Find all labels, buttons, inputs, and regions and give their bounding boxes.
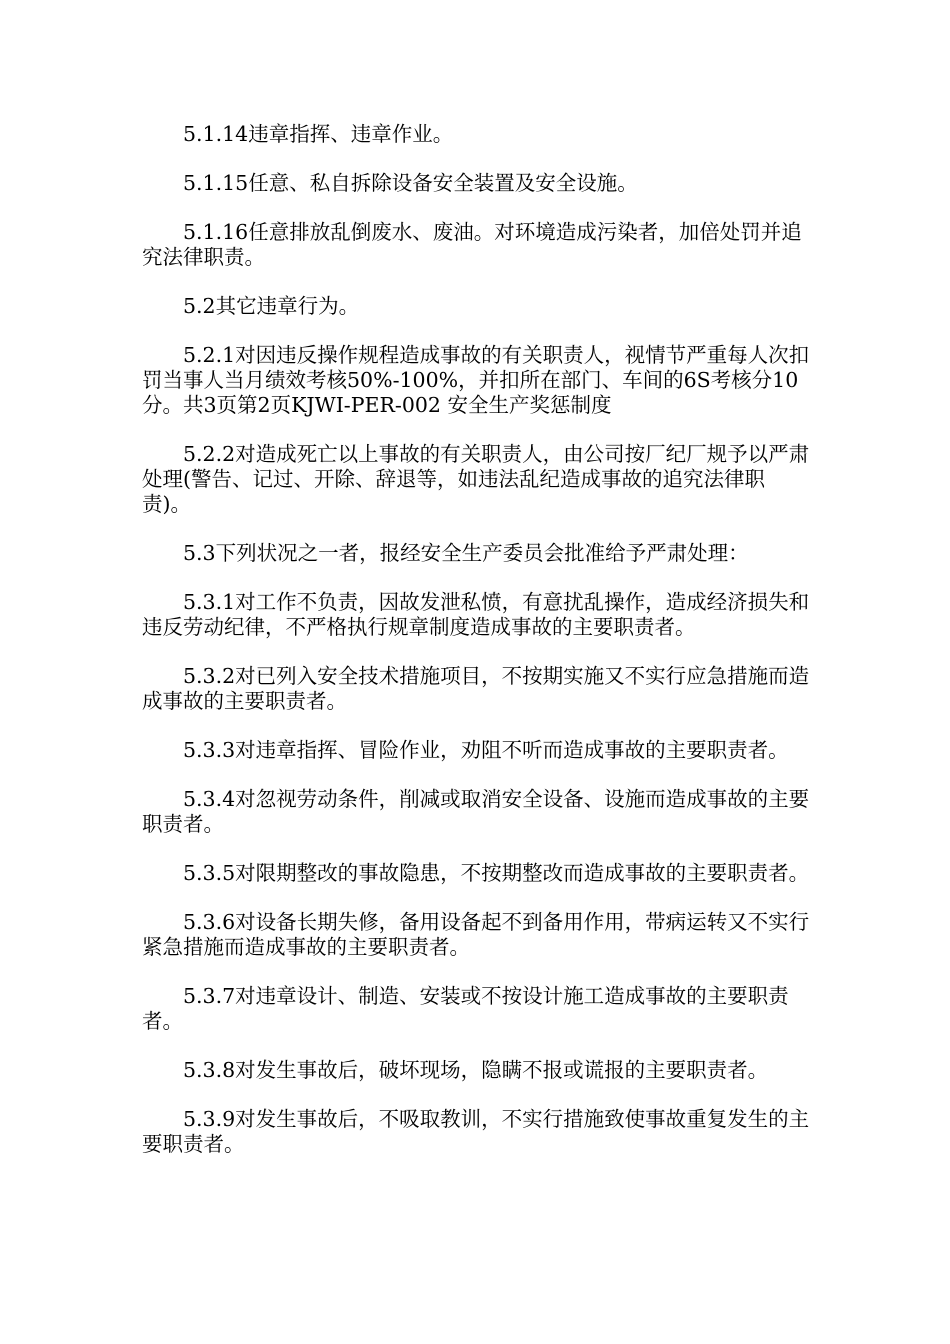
paragraph-5-3-2: 5.3.2对已列入安全技术措施项目，不按期实施又不实行应急措施而造成事故的主要职责者。 (142, 664, 810, 713)
paragraph-5-3-5: 5.3.5对限期整改的事故隐患，不按期整改而造成事故的主要职责者。 (183, 861, 810, 885)
paragraph-5-2-1: 5.2.1对因违反操作规程造成事故的有关职责人，视情节严重每人次扣罚当事人当月绩效考核50%-100%，并扣所在部门、车间的6S考核分10分。共3页第2页KJWI-PER-002 安全生产奖惩制度 (142, 343, 810, 417)
paragraph-5-3-6: 5.3.6对设备长期失修，备用设备起不到备用作用，带病运转又不实行紧急措施而造成事故的主要职责者。 (142, 910, 810, 959)
paragraph-5-2-2: 5.2.2对造成死亡以上事故的有关职责人，由公司按厂纪厂规予以严肃处理(警告、记过、开除、辞退等，如违法乱纪造成事故的追究法律职责)。 (142, 442, 810, 516)
paragraph-5-3-3: 5.3.3对违章指挥、冒险作业，劝阻不听而造成事故的主要职责者。 (183, 738, 789, 762)
paragraph-5-3-4: 5.3.4对忽视劳动条件，削减或取消安全设备、设施而造成事故的主要职责者。 (142, 787, 810, 836)
paragraph-5-3-1: 5.3.1对工作不负责，因故发泄私愤，有意扰乱操作，造成经济损失和违反劳动纪律，不严格执行规章制度造成事故的主要职责者。 (142, 590, 810, 639)
paragraph-5-3-8: 5.3.8对发生事故后，破坏现场，隐瞒不报或谎报的主要职责者。 (183, 1058, 769, 1082)
paragraph-5-3: 5.3下列状况之一者，报经安全生产委员会批准给予严肃处理： (183, 541, 749, 565)
paragraph-5-3-7: 5.3.7对违章设计、制造、安装或不按设计施工造成事故的主要职责者。 (142, 984, 789, 1033)
paragraph-5-1-15: 5.1.15任意、私自拆除设备安全装置及安全设施。 (183, 171, 638, 195)
document-body (142, 122, 810, 1181)
paragraph-5-1-14: 5.1.14违章指挥、违章作业。 (183, 122, 454, 146)
paragraph-5-3-9: 5.3.9对发生事故后，不吸取教训，不实行措施致使事故重复发生的主要职责者。 (142, 1107, 810, 1156)
paragraph-5-1-16: 5.1.16任意排放乱倒废水、废油。对环境造成污染者，加倍处罚并追究法律职责。 (142, 220, 802, 269)
paragraph-5-2: 5.2其它违章行为。 (183, 294, 360, 318)
